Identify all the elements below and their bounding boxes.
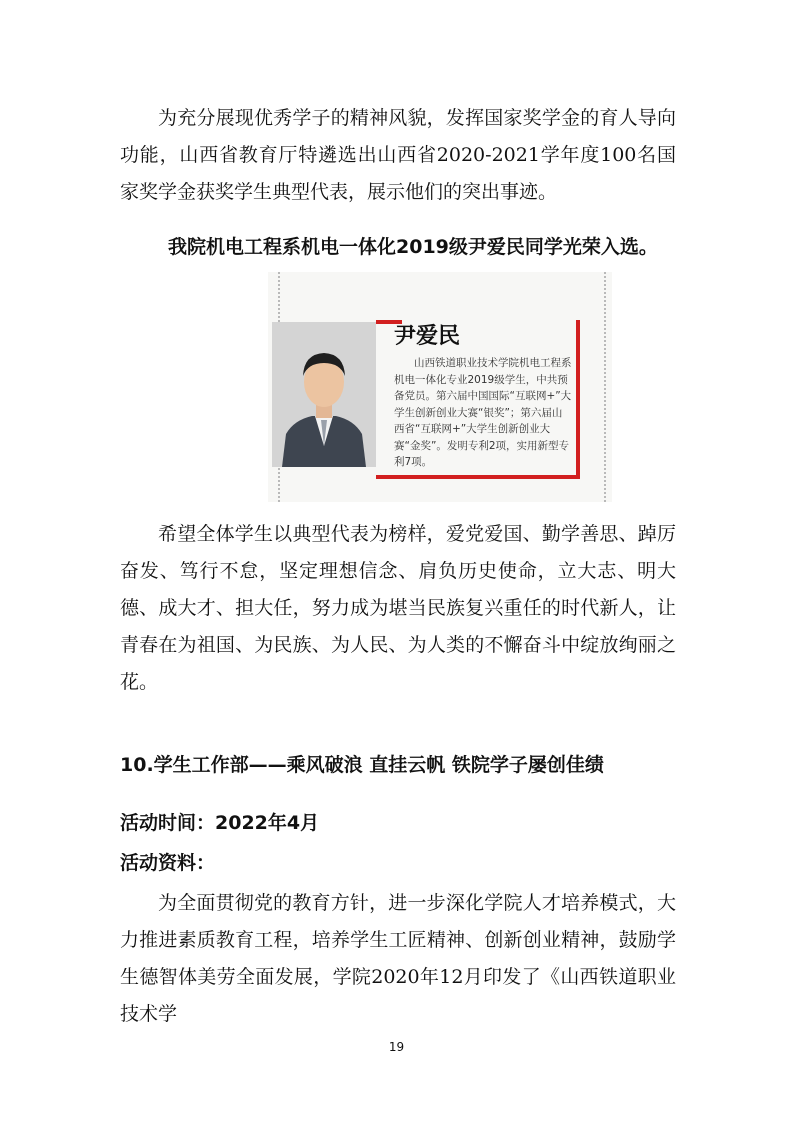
body-paragraph: 为全面贯彻党的教育方针，进一步深化学院人才培养模式，大力推进素质教育工程，培养学生工匠精神、创新创业精神，鼓励学生德智体美劳全面发展，学院2020年12月印发了《山西铁道职业技术学 (120, 892, 676, 1025)
student-photo (272, 322, 376, 467)
card-student-name: 尹爱民 (394, 324, 461, 349)
intro-paragraph: 为充分展现优秀学子的精神风貌，发挥国家奖学金的育人导向功能，山西省教育厅特遴选出山西省2020-2021学年度100名国家奖学金获奖学生典型代表，展示他们的突出事迹。 (120, 107, 676, 203)
highlight-line: 我院机电工程系机电一体化2019级尹爱民同学光荣入选。 (168, 236, 658, 258)
portrait-icon (272, 322, 376, 467)
hope-paragraph: 希望全体学生以典型代表为榜样，爱党爱国、勤学善思、踔厉奋发、笃行不怠，坚定理想信念、肩负历史使命，立大志、明大德、成大才、担大任，努力成为堪当民族复兴重任的时代新人，让青春在为祖国、为民族、为人民、为人类的不懈奋斗中绽放绚丽之花。 (120, 523, 676, 693)
section-title: 10.学生工作部——乘风破浪 直挂云帆 铁院学子屡创佳绩 (120, 754, 604, 776)
activity-material-label: 活动资料： (120, 852, 216, 874)
news-card-image (268, 272, 612, 502)
dotted-border-right (604, 272, 606, 502)
card-student-bio: 山西铁道职业技术学院机电工程系机电一体化专业2019级学生，中共预备党员。第六届中国国际“互联网+”大学生创新创业大赛“银奖”；第六届山西省“互联网+”大学生创新创业大赛“金奖”。发明专利2项，实用新型专利7项。 (394, 357, 572, 468)
activity-time: 活动时间：2022年4月 (120, 812, 320, 834)
page-number: 19 (388, 1040, 405, 1054)
